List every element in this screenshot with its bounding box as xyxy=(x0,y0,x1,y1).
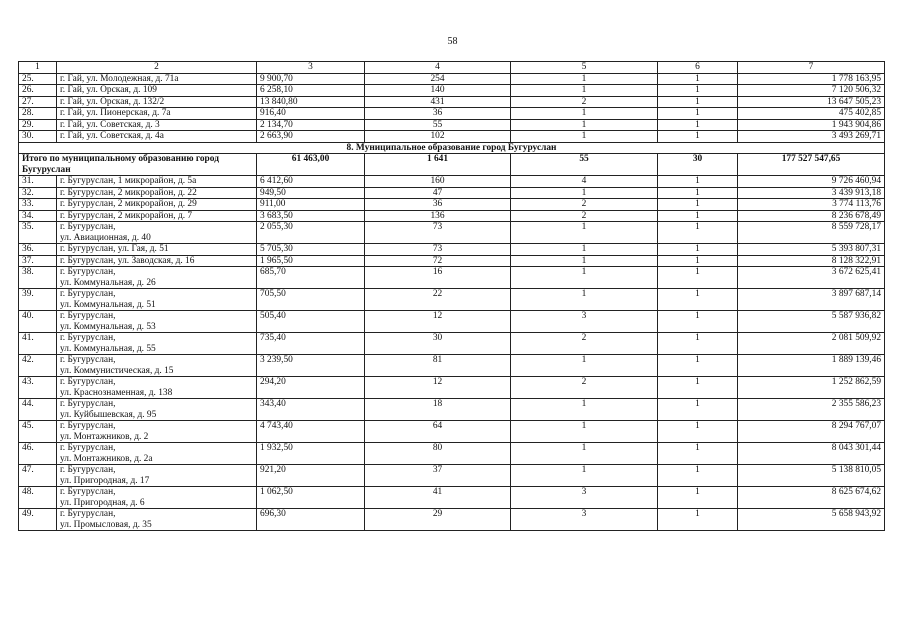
row-area: 685,70 xyxy=(257,267,365,289)
row-address xyxy=(57,210,257,222)
row-cost: 8 236 678,49 xyxy=(738,210,885,222)
row-col6: 1 xyxy=(658,244,738,256)
row-area: 1 062,50 xyxy=(257,487,365,509)
address-line: г. Бугуруслан, 2 микрорайон, д. 7 xyxy=(60,210,193,221)
row-people: 36 xyxy=(365,199,511,211)
row-cost: 3 774 113,76 xyxy=(738,199,885,211)
total-col6: 30 xyxy=(658,154,738,176)
table-row xyxy=(19,96,885,108)
row-address xyxy=(57,85,257,97)
address-line: ул. Авиационная, д. 40 xyxy=(60,232,151,243)
row-area: 2 663,90 xyxy=(257,131,365,143)
row-col6: 1 xyxy=(658,255,738,267)
column-number: 3 xyxy=(257,62,365,74)
total-row xyxy=(19,154,885,176)
row-col6: 1 xyxy=(658,119,738,131)
column-number: 7 xyxy=(738,62,885,74)
row-cost: 8 559 728,17 xyxy=(738,222,885,244)
row-people: 30 xyxy=(365,333,511,355)
row-col5: 3 xyxy=(511,311,658,333)
row-col5: 1 xyxy=(511,73,658,85)
address-line: ул. Промысловая, д. 35 xyxy=(60,519,152,530)
row-address xyxy=(57,73,257,85)
row-col5: 2 xyxy=(511,333,658,355)
column-number: 2 xyxy=(57,62,257,74)
address-line: г. Бугуруслан, xyxy=(60,465,116,475)
row-people: 80 xyxy=(365,443,511,465)
row-people: 140 xyxy=(365,85,511,97)
address-line: г. Бугуруслан, xyxy=(60,377,116,387)
row-cost: 5 393 807,31 xyxy=(738,244,885,256)
row-col6: 1 xyxy=(658,333,738,355)
row-number: 35. xyxy=(19,222,57,244)
row-area: 505,40 xyxy=(257,311,365,333)
address-line: г. Бугуруслан, xyxy=(60,509,116,519)
row-cost: 5 138 810,05 xyxy=(738,465,885,487)
row-area: 294,20 xyxy=(257,377,365,399)
row-people: 160 xyxy=(365,176,511,188)
address-line: г. Бугуруслан, xyxy=(60,333,116,343)
row-address xyxy=(57,222,257,244)
row-number: 25. xyxy=(19,73,57,85)
row-col6: 1 xyxy=(658,176,738,188)
row-number: 31. xyxy=(19,176,57,188)
row-area: 1 932,50 xyxy=(257,443,365,465)
row-area: 696,30 xyxy=(257,509,365,531)
row-col5: 4 xyxy=(511,176,658,188)
row-col5: 1 xyxy=(511,421,658,443)
row-number: 38. xyxy=(19,267,57,289)
table-row xyxy=(19,377,885,399)
address-line: ул. Коммунистическая, д. 15 xyxy=(60,365,174,376)
table-row xyxy=(19,421,885,443)
row-col6: 1 xyxy=(658,85,738,97)
table-row xyxy=(19,119,885,131)
address-line: г. Гай, ул. Орская, д. 109 xyxy=(60,85,157,95)
row-number: 29. xyxy=(19,119,57,131)
row-address xyxy=(57,465,257,487)
row-people: 72 xyxy=(365,255,511,267)
row-cost: 8 043 301,44 xyxy=(738,443,885,465)
row-area: 2 134,70 xyxy=(257,119,365,131)
address-line: г. Гай, ул. Советская, д. 3 xyxy=(60,119,160,130)
row-address xyxy=(57,487,257,509)
row-col6: 1 xyxy=(658,199,738,211)
row-area: 705,50 xyxy=(257,289,365,311)
row-area: 13 840,80 xyxy=(257,96,365,108)
row-address xyxy=(57,244,257,256)
row-area: 9 900,70 xyxy=(257,73,365,85)
row-cost: 2 081 509,92 xyxy=(738,333,885,355)
row-number: 33. xyxy=(19,199,57,211)
address-line: г. Бугуруслан, ул. Гая, д. 51 xyxy=(60,244,169,254)
address-line: ул. Куйбышевская, д. 95 xyxy=(60,409,157,420)
row-area: 343,40 xyxy=(257,399,365,421)
address-line: ул. Пригородная, д. 6 xyxy=(60,497,145,508)
table-row xyxy=(19,509,885,531)
table-row xyxy=(19,73,885,85)
row-people: 22 xyxy=(365,289,511,311)
row-cost: 3 493 269,71 xyxy=(738,131,885,143)
section-title: 8. Муниципальное образование город Бугуруслан xyxy=(19,142,885,154)
address-line: ул. Монтажников, д. 2а xyxy=(60,453,153,464)
address-line: ул. Пригородная, д. 17 xyxy=(60,475,150,486)
row-area: 6 412,60 xyxy=(257,176,365,188)
row-people: 12 xyxy=(365,311,511,333)
row-col5: 1 xyxy=(511,119,658,131)
row-cost: 5 658 943,92 xyxy=(738,509,885,531)
row-address xyxy=(57,199,257,211)
row-address xyxy=(57,333,257,355)
row-address xyxy=(57,377,257,399)
row-address xyxy=(57,443,257,465)
row-col6: 1 xyxy=(658,509,738,531)
row-number: 43. xyxy=(19,377,57,399)
total-col5: 55 xyxy=(511,154,658,176)
row-area: 4 743,40 xyxy=(257,421,365,443)
row-cost: 1 252 862,59 xyxy=(738,377,885,399)
row-col6: 1 xyxy=(658,210,738,222)
row-cost: 3 897 687,14 xyxy=(738,289,885,311)
row-people: 73 xyxy=(365,222,511,244)
row-col6: 1 xyxy=(658,377,738,399)
row-cost: 9 726 460,94 xyxy=(738,176,885,188)
row-people: 81 xyxy=(365,355,511,377)
row-number: 40. xyxy=(19,311,57,333)
row-people: 37 xyxy=(365,465,511,487)
row-number: 45. xyxy=(19,421,57,443)
row-col6: 1 xyxy=(658,311,738,333)
row-address xyxy=(57,421,257,443)
row-address xyxy=(57,289,257,311)
row-area: 5 705,30 xyxy=(257,244,365,256)
row-col5: 2 xyxy=(511,96,658,108)
row-cost: 3 439 913,18 xyxy=(738,187,885,199)
table-row xyxy=(19,108,885,120)
row-area: 916,40 xyxy=(257,108,365,120)
address-line: г. Гай, ул. Пионерская, д. 7а xyxy=(60,108,171,118)
total-label: Итого по муниципальному образованию город Бугуруслан xyxy=(19,154,257,176)
row-people: 254 xyxy=(365,73,511,85)
row-address xyxy=(57,187,257,199)
row-area: 735,40 xyxy=(257,333,365,355)
table-row xyxy=(19,311,885,333)
address-line: ул. Краснознаменная, д. 138 xyxy=(60,387,173,398)
table-row xyxy=(19,187,885,199)
row-col5: 1 xyxy=(511,443,658,465)
row-people: 55 xyxy=(365,119,511,131)
total-area: 61 463,00 xyxy=(257,154,365,176)
address-line: ул. Коммунальная, д. 51 xyxy=(60,299,156,310)
row-col6: 1 xyxy=(658,187,738,199)
table-row xyxy=(19,267,885,289)
row-area: 2 055,30 xyxy=(257,222,365,244)
row-number: 34. xyxy=(19,210,57,222)
address-line: г. Бугуруслан, xyxy=(60,222,116,232)
row-address xyxy=(57,96,257,108)
row-col5: 1 xyxy=(511,85,658,97)
row-number: 44. xyxy=(19,399,57,421)
row-number: 46. xyxy=(19,443,57,465)
table-row xyxy=(19,333,885,355)
table-row xyxy=(19,355,885,377)
row-col5: 2 xyxy=(511,377,658,399)
page-number: 58 xyxy=(447,36,458,47)
row-area: 949,50 xyxy=(257,187,365,199)
address-line: г. Бугуруслан, xyxy=(60,399,116,409)
address-line: ул. Коммунальная, д. 26 xyxy=(60,277,156,288)
row-number: 32. xyxy=(19,187,57,199)
row-address xyxy=(57,311,257,333)
row-col6: 1 xyxy=(658,222,738,244)
row-people: 16 xyxy=(365,267,511,289)
address-line: г. Бугуруслан, xyxy=(60,421,116,431)
row-address xyxy=(57,399,257,421)
row-address xyxy=(57,509,257,531)
row-col6: 1 xyxy=(658,108,738,120)
row-cost: 8 128 322,91 xyxy=(738,255,885,267)
row-col5: 1 xyxy=(511,355,658,377)
row-number: 39. xyxy=(19,289,57,311)
row-people: 36 xyxy=(365,108,511,120)
address-line: г. Бугуруслан, xyxy=(60,311,116,321)
row-number: 36. xyxy=(19,244,57,256)
address-line: г. Гай, ул. Орская, д. 132/2 xyxy=(60,96,165,107)
total-cost: 177 527 547,65 xyxy=(738,154,885,176)
row-cost: 475 402,85 xyxy=(738,108,885,120)
row-cost: 3 672 625,41 xyxy=(738,267,885,289)
row-area: 3 239,50 xyxy=(257,355,365,377)
address-line: г. Бугуруслан, xyxy=(60,487,116,497)
row-number: 28. xyxy=(19,108,57,120)
housing-registry-table xyxy=(18,61,885,531)
row-people: 41 xyxy=(365,487,511,509)
table-row xyxy=(19,487,885,509)
row-number: 49. xyxy=(19,509,57,531)
address-line: ул. Монтажников, д. 2 xyxy=(60,431,149,442)
row-col6: 1 xyxy=(658,96,738,108)
section-header-row xyxy=(19,142,885,154)
row-people: 47 xyxy=(365,187,511,199)
row-number: 42. xyxy=(19,355,57,377)
table-row xyxy=(19,289,885,311)
row-cost: 7 120 506,32 xyxy=(738,85,885,97)
address-line: г. Бугуруслан, 2 микрорайон, д. 29 xyxy=(60,199,197,209)
address-line: г. Гай, ул. Молодежная, д. 71а xyxy=(60,73,179,84)
row-area: 1 965,50 xyxy=(257,255,365,267)
row-col6: 1 xyxy=(658,399,738,421)
row-col5: 1 xyxy=(511,108,658,120)
row-col6: 1 xyxy=(658,355,738,377)
row-col5: 1 xyxy=(511,267,658,289)
table-row xyxy=(19,210,885,222)
row-people: 12 xyxy=(365,377,511,399)
row-col5: 1 xyxy=(511,255,658,267)
row-people: 431 xyxy=(365,96,511,108)
row-address xyxy=(57,131,257,143)
row-col6: 1 xyxy=(658,421,738,443)
address-line: г. Бугуруслан, xyxy=(60,267,116,277)
table-row xyxy=(19,85,885,97)
row-col6: 1 xyxy=(658,131,738,143)
row-col5: 1 xyxy=(511,131,658,143)
column-number: 1 xyxy=(19,62,57,74)
row-address xyxy=(57,267,257,289)
address-line: г. Бугуруслан, xyxy=(60,443,116,453)
address-line: ул. Коммунальная, д. 55 xyxy=(60,343,156,354)
table-row xyxy=(19,399,885,421)
row-col6: 1 xyxy=(658,487,738,509)
table-row xyxy=(19,199,885,211)
row-people: 136 xyxy=(365,210,511,222)
row-col5: 1 xyxy=(511,289,658,311)
row-col5: 2 xyxy=(511,199,658,211)
row-col5: 1 xyxy=(511,187,658,199)
row-col5: 1 xyxy=(511,222,658,244)
table-row xyxy=(19,443,885,465)
row-col5: 2 xyxy=(511,210,658,222)
row-people: 18 xyxy=(365,399,511,421)
row-area: 3 683,50 xyxy=(257,210,365,222)
row-number: 41. xyxy=(19,333,57,355)
column-number: 4 xyxy=(365,62,511,74)
row-cost: 13 647 505,23 xyxy=(738,96,885,108)
address-line: г. Бугуруслан, 2 микрорайон, д. 22 xyxy=(60,187,197,198)
row-cost: 2 355 586,23 xyxy=(738,399,885,421)
row-cost: 8 625 674,62 xyxy=(738,487,885,509)
row-cost: 8 294 767,07 xyxy=(738,421,885,443)
row-address xyxy=(57,255,257,267)
address-line: ул. Коммунальная, д. 53 xyxy=(60,321,156,332)
row-col6: 1 xyxy=(658,465,738,487)
address-line: г. Гай, ул. Советская, д. 4а xyxy=(60,131,164,141)
row-number: 30. xyxy=(19,131,57,143)
row-col5: 1 xyxy=(511,465,658,487)
row-area: 921,20 xyxy=(257,465,365,487)
row-cost: 1 943 904,86 xyxy=(738,119,885,131)
row-address xyxy=(57,355,257,377)
table-row xyxy=(19,465,885,487)
table-row xyxy=(19,176,885,188)
table-row xyxy=(19,222,885,244)
table-row xyxy=(19,244,885,256)
row-area: 6 258,10 xyxy=(257,85,365,97)
row-col5: 3 xyxy=(511,487,658,509)
row-cost: 1 778 163,95 xyxy=(738,73,885,85)
row-people: 102 xyxy=(365,131,511,143)
address-line: г. Бугуруслан, ул. Заводская, д. 16 xyxy=(60,255,195,266)
row-cost: 1 889 139,46 xyxy=(738,355,885,377)
table-row xyxy=(19,255,885,267)
row-address xyxy=(57,176,257,188)
row-cost: 5 587 936,82 xyxy=(738,311,885,333)
row-number: 37. xyxy=(19,255,57,267)
row-col5: 1 xyxy=(511,244,658,256)
address-line: г. Бугуруслан, xyxy=(60,289,116,299)
row-people: 29 xyxy=(365,509,511,531)
row-people: 73 xyxy=(365,244,511,256)
row-col5: 1 xyxy=(511,399,658,421)
row-col5: 3 xyxy=(511,509,658,531)
row-area: 911,00 xyxy=(257,199,365,211)
row-address xyxy=(57,108,257,120)
row-people: 64 xyxy=(365,421,511,443)
address-line: г. Бугуруслан, xyxy=(60,355,116,365)
row-col6: 1 xyxy=(658,443,738,465)
column-number: 6 xyxy=(658,62,738,74)
column-numbers-row xyxy=(19,62,885,74)
column-number: 5 xyxy=(511,62,658,74)
table-row xyxy=(19,131,885,143)
row-number: 48. xyxy=(19,487,57,509)
row-number: 26. xyxy=(19,85,57,97)
row-col6: 1 xyxy=(658,267,738,289)
row-col6: 1 xyxy=(658,73,738,85)
address-line: г. Бугуруслан, 1 микрорайон, д. 5а xyxy=(60,176,197,186)
row-number: 47. xyxy=(19,465,57,487)
total-people: 1 641 xyxy=(365,154,511,176)
row-col6: 1 xyxy=(658,289,738,311)
row-address xyxy=(57,119,257,131)
row-number: 27. xyxy=(19,96,57,108)
